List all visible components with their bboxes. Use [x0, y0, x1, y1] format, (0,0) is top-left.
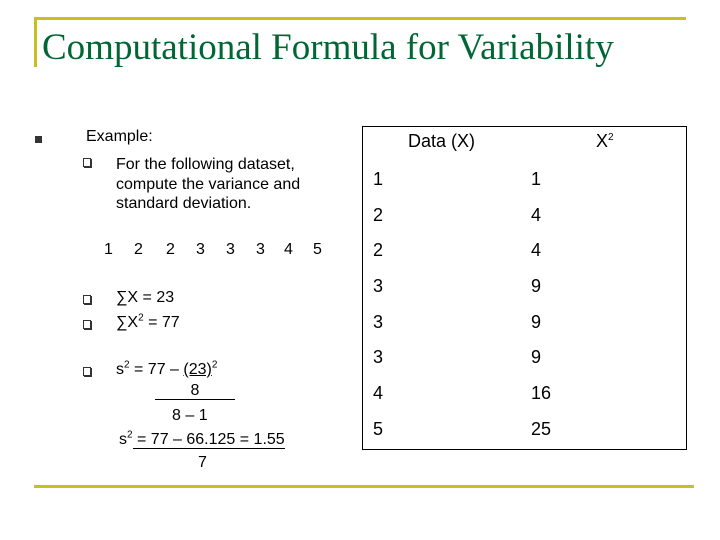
table-cell-x: 5: [373, 419, 384, 439]
table-cell-x: 3: [373, 347, 384, 367]
dataset-value: 2: [166, 241, 175, 258]
table-cell-x: 1: [373, 169, 384, 189]
dataset-value: 4: [284, 241, 293, 258]
dataset-value: 3: [196, 241, 205, 258]
table-cell-x2: 16: [531, 383, 552, 403]
bullet-square-icon: [35, 136, 42, 143]
sum-x-squared: $\sum X^2 = 77$: [116, 312, 180, 331]
table-cell-x2: 4: [531, 240, 542, 260]
table-cell-x: 2: [373, 240, 384, 260]
prompt-line-3: standard deviation.: [116, 195, 252, 212]
table-cell-x2: 1: [531, 169, 542, 189]
table-cell-x2: 25: [531, 419, 552, 439]
table-cell-x2: 9: [531, 312, 542, 332]
sub-bullet-icon: [83, 295, 91, 304]
top-rule: [34, 17, 686, 20]
sub-bullet-icon: [83, 320, 91, 329]
column-header-x2: $X^2$: [596, 131, 614, 151]
dataset-value: 3: [256, 241, 265, 258]
table-cell-x2: 4: [531, 205, 542, 225]
table-cell-x: 4: [373, 383, 384, 403]
sum-x: ∑X = 23: [116, 289, 175, 306]
dataset-value: 3: [226, 241, 235, 258]
sub-bullet-icon: [83, 158, 91, 167]
example-label: Example:: [86, 128, 153, 145]
table-cell-x2: 9: [531, 276, 542, 296]
left-rule: [34, 17, 37, 67]
variance-formula: $s^2 = 77 - (23)^2$: [116, 359, 218, 378]
table-cell-x: 3: [373, 276, 384, 296]
table-cell-x: 2: [373, 205, 384, 225]
bottom-rule: [34, 485, 694, 488]
slide-title: Computational Formula for Variability: [42, 27, 614, 68]
result-denominator: 7: [198, 454, 207, 471]
numerator-n: 8: [155, 382, 235, 400]
dataset-value: 5: [313, 241, 322, 258]
variance-result: $s^2 = 77 - 66.125 = 1.55$: [119, 429, 285, 448]
dataset-value: 1: [104, 241, 113, 258]
sub-bullet-icon: [83, 367, 91, 376]
denominator: 8 – 1: [172, 407, 208, 424]
data-table: [362, 126, 687, 450]
dataset-value: 2: [134, 241, 143, 258]
prompt-line-2: compute the variance and: [116, 176, 301, 193]
prompt-line-1: For the following dataset,: [116, 156, 295, 173]
table-cell-x: 3: [373, 312, 384, 332]
table-cell-x2: 9: [531, 347, 542, 367]
column-header-x: Data (X): [408, 131, 476, 151]
